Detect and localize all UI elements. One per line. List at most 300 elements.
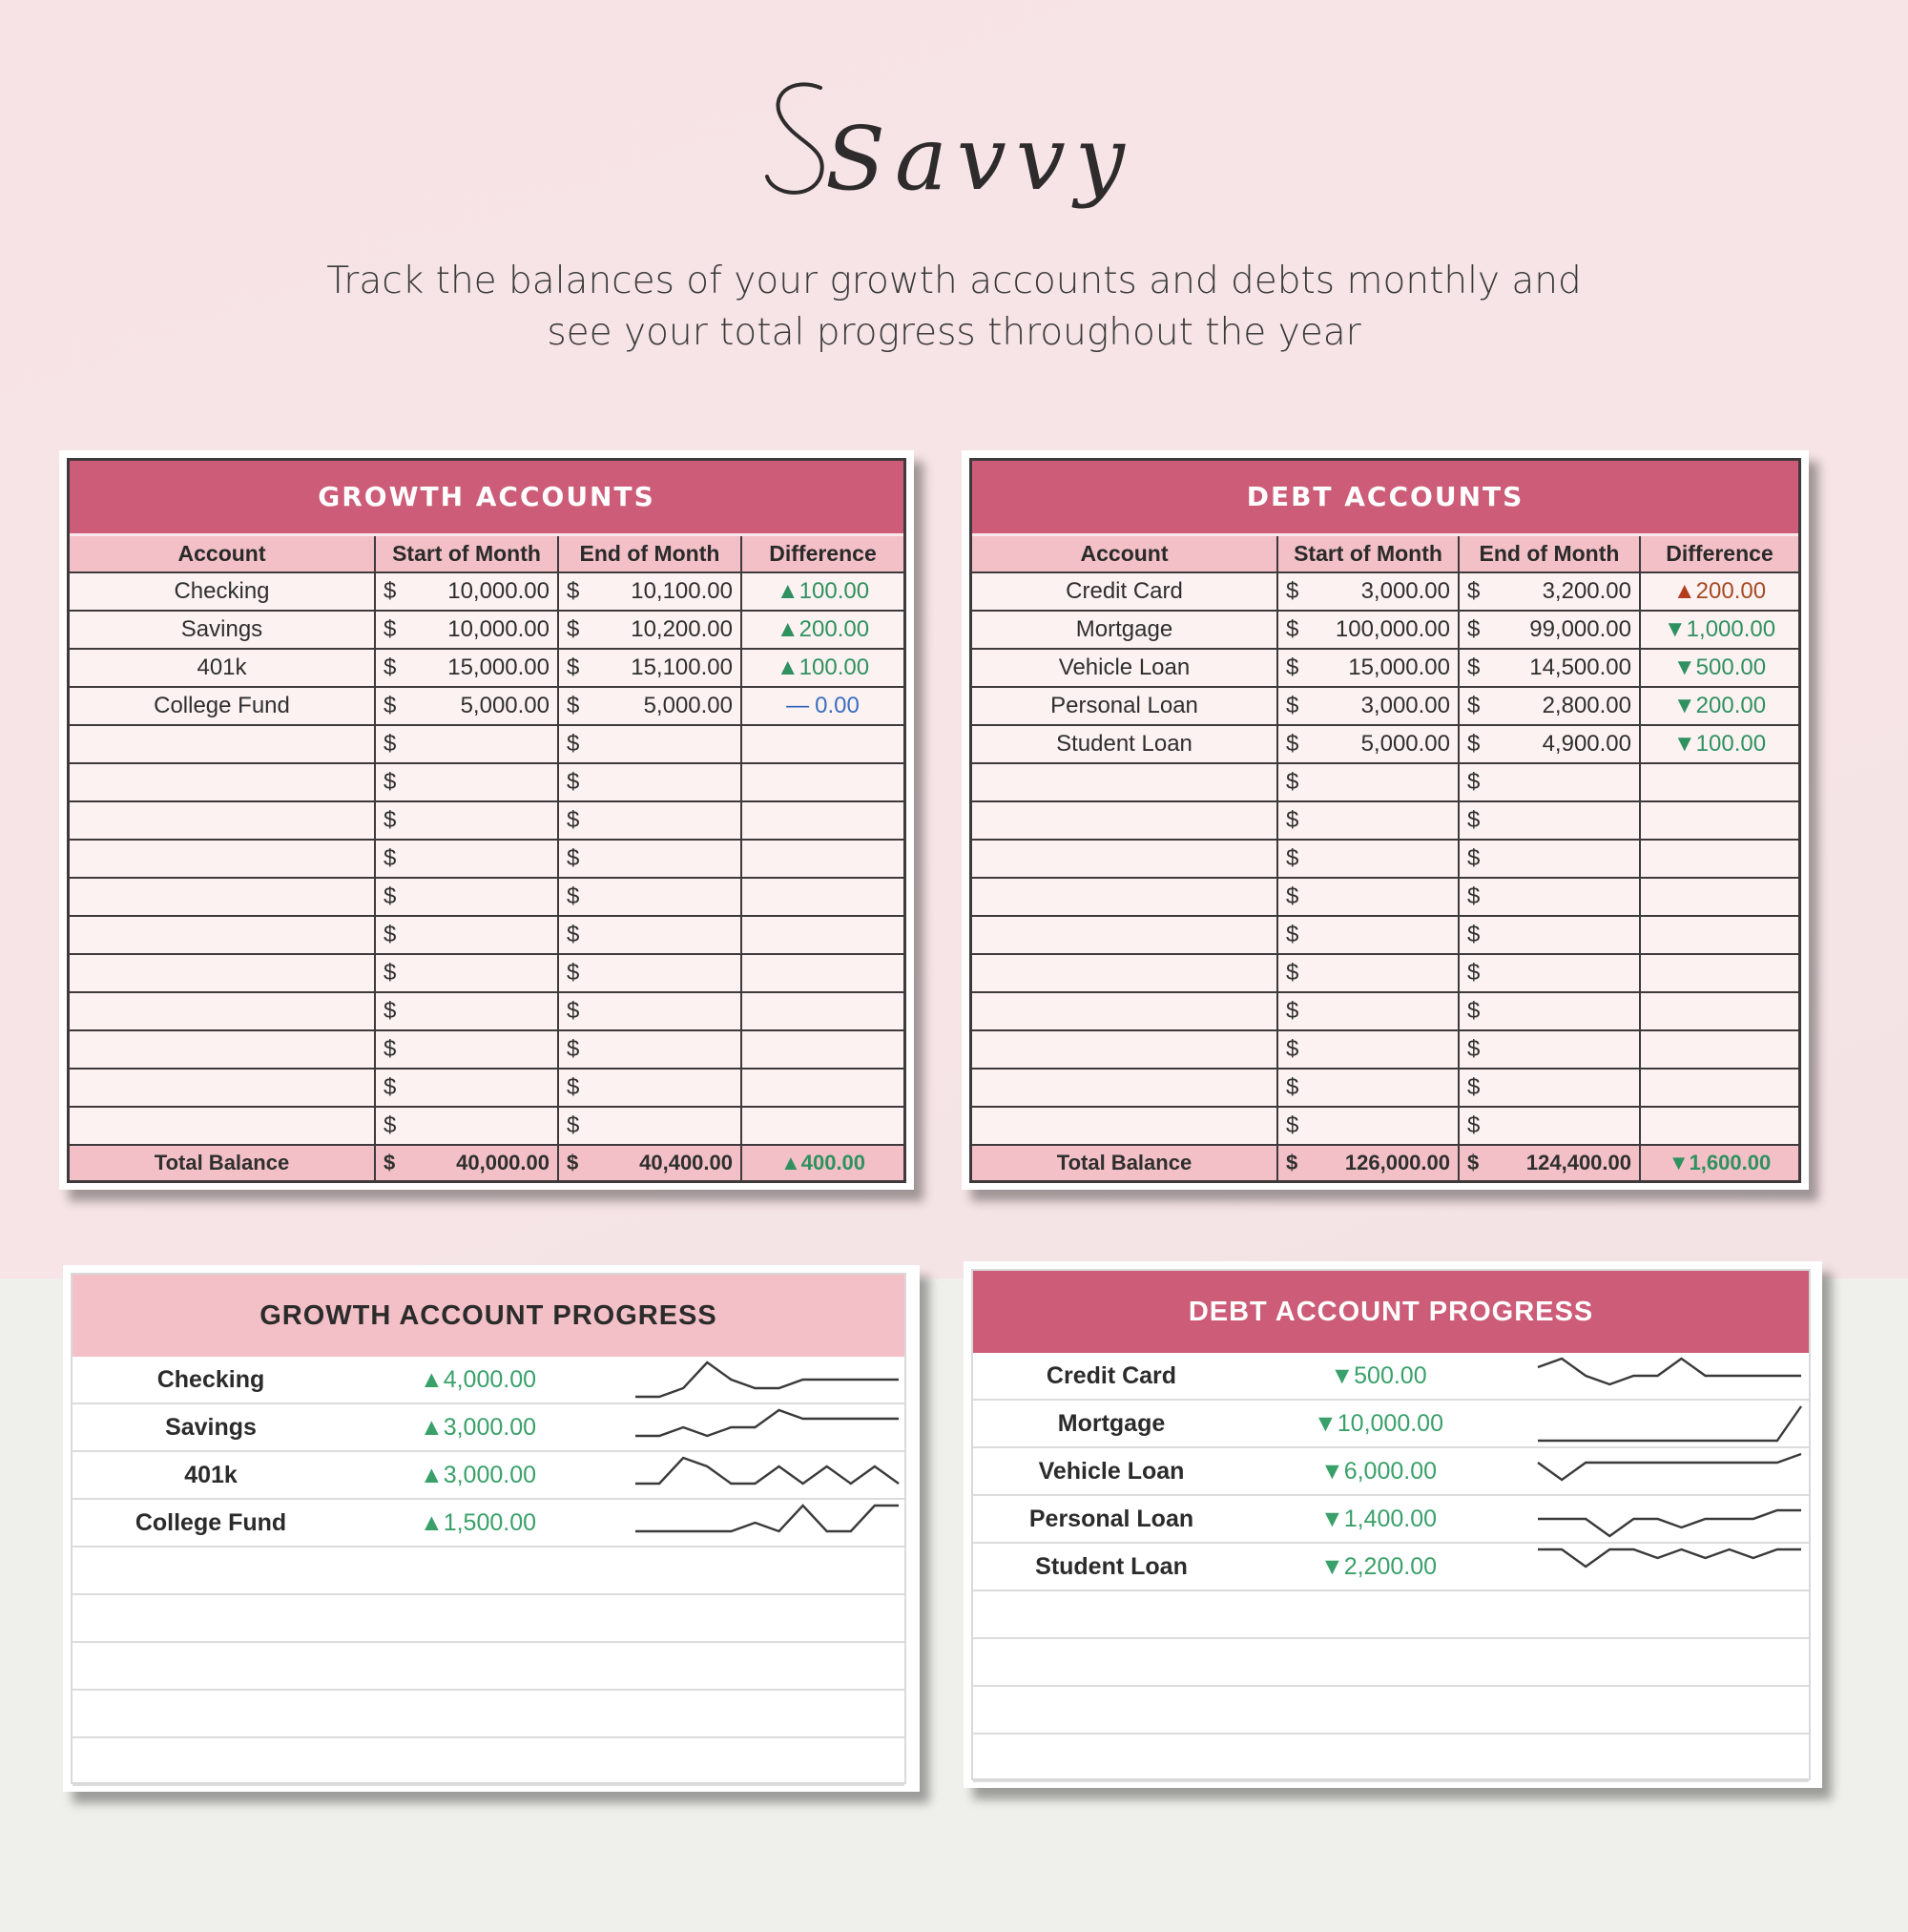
progress-account-name: Savings: [165, 1414, 257, 1441]
end-amount: 4,900.00: [1542, 731, 1631, 757]
sparkline-line: [635, 1362, 899, 1397]
currency-symbol: $: [1467, 731, 1481, 757]
progress-account-name: Credit Card: [1046, 1362, 1177, 1389]
end-cell[interactable]: [558, 1030, 741, 1069]
page-subtitle: [238, 256, 1670, 359]
empty-row: [972, 1107, 1798, 1145]
triangle-down-icon: ▼: [1319, 1553, 1344, 1580]
difference-cell[interactable]: [741, 801, 903, 840]
currency-symbol: $: [384, 616, 397, 642]
table-row: [70, 649, 903, 687]
account-cell[interactable]: [70, 725, 375, 763]
debt-progress-sheet: [964, 1261, 1822, 1788]
difference-cell[interactable]: [1640, 1069, 1798, 1107]
progress-amount: 2,200.00: [1343, 1553, 1438, 1580]
end-cell[interactable]: [558, 1069, 741, 1107]
progress-value: [349, 1404, 607, 1450]
total-start-amount: 126,000.00: [1344, 1151, 1450, 1174]
sparkline-chart: [1536, 1546, 1803, 1588]
currency-symbol: $: [384, 960, 397, 986]
start-amount: 15,000.00: [447, 654, 550, 680]
triangle-down-icon: ▼: [1319, 1458, 1344, 1485]
difference-value: 100.00: [798, 578, 870, 604]
difference-cell[interactable]: [1640, 916, 1798, 954]
currency-symbol: $: [1467, 845, 1481, 871]
account-cell[interactable]: [972, 1030, 1277, 1069]
account-cell[interactable]: [972, 801, 1277, 840]
triangle-up-icon: ▲: [419, 1509, 444, 1536]
end-cell[interactable]: [558, 1107, 741, 1145]
progress-row: [73, 1357, 904, 1404]
start-cell[interactable]: [375, 1030, 558, 1069]
difference-cell[interactable]: [1640, 954, 1798, 992]
progress-value: [1250, 1544, 1507, 1589]
account-name: College Fund: [154, 693, 290, 718]
start-amount: 3,000.00: [1360, 693, 1450, 718]
progress-row: [973, 1448, 1809, 1496]
debt-accounts-rows: [972, 572, 1798, 1180]
start-amount: 5,000.00: [460, 693, 550, 718]
progress-amount: 10,000.00: [1337, 1410, 1443, 1437]
start-amount: 100,000.00: [1335, 616, 1450, 642]
difference-cell[interactable]: [741, 840, 903, 878]
currency-symbol: $: [567, 1074, 580, 1100]
difference-cell[interactable]: [741, 1030, 903, 1069]
progress-row: [973, 1496, 1809, 1544]
end-cell[interactable]: [558, 801, 741, 840]
table-row: [972, 572, 1798, 611]
currency-symbol: $: [1286, 998, 1299, 1024]
end-cell[interactable]: [1459, 611, 1640, 649]
dash-icon: —: [786, 693, 810, 718]
account-cell[interactable]: [70, 1030, 375, 1069]
difference-value: 100.00: [1695, 731, 1767, 757]
empty-row: [70, 1030, 903, 1069]
empty-progress-row: [973, 1639, 1809, 1687]
progress-value: [349, 1357, 607, 1402]
difference-cell[interactable]: [741, 878, 903, 916]
progress-row: [973, 1353, 1809, 1401]
empty-progress-row: [73, 1643, 904, 1691]
account-name: Vehicle Loan: [1058, 654, 1191, 680]
account-cell[interactable]: [972, 992, 1277, 1030]
account-name: Credit Card: [1066, 578, 1183, 604]
total-start-cell[interactable]: [375, 1145, 558, 1180]
currency-symbol: $: [567, 883, 580, 909]
empty-progress-row: [73, 1548, 904, 1595]
progress-account-name: College Fund: [135, 1509, 287, 1536]
difference-cell[interactable]: [741, 992, 903, 1030]
end-amount: 10,200.00: [631, 616, 733, 642]
triangle-down-icon: ▼: [1672, 731, 1696, 757]
start-cell[interactable]: [375, 801, 558, 840]
sparkline-line: [1538, 1510, 1801, 1536]
currency-symbol: $: [1467, 1074, 1481, 1100]
account-cell[interactable]: [972, 1107, 1277, 1145]
triangle-up-icon: ▲: [776, 654, 799, 680]
currency-symbol: $: [384, 807, 397, 833]
account-name: 401k: [197, 654, 247, 680]
currency-symbol: $: [567, 1036, 580, 1062]
account-cell[interactable]: [972, 1069, 1277, 1107]
empty-row: [70, 801, 903, 840]
end-amount: 99,000.00: [1529, 616, 1631, 642]
account-cell[interactable]: [972, 763, 1277, 801]
currency-symbol: $: [1286, 883, 1299, 909]
start-cell[interactable]: [375, 954, 558, 992]
start-cell[interactable]: [375, 916, 558, 954]
progress-amount: 1,400.00: [1343, 1506, 1438, 1532]
start-cell[interactable]: [375, 1107, 558, 1145]
end-cell[interactable]: [1459, 725, 1640, 763]
currency-symbol: $: [1467, 616, 1481, 642]
total-label-cell: [70, 1145, 375, 1180]
progress-row: [73, 1452, 904, 1500]
end-cell[interactable]: [558, 992, 741, 1030]
start-cell[interactable]: [375, 649, 558, 687]
currency-symbol: $: [1467, 998, 1481, 1024]
currency-symbol: $: [1286, 1112, 1299, 1138]
currency-symbol: $: [384, 1151, 396, 1174]
end-cell[interactable]: [1459, 954, 1640, 992]
end-cell[interactable]: [1459, 840, 1640, 878]
currency-symbol: $: [384, 693, 397, 718]
progress-amount: 1,500.00: [443, 1509, 537, 1536]
sparkline-chart: [1536, 1498, 1803, 1540]
account-name: Mortgage: [1075, 616, 1173, 642]
total-end-cell[interactable]: [1459, 1145, 1640, 1180]
currency-symbol: $: [384, 922, 397, 947]
account-cell[interactable]: [70, 878, 375, 916]
account-cell[interactable]: [70, 687, 375, 725]
start-cell[interactable]: [1277, 1030, 1459, 1069]
triangle-down-icon: ▼: [1668, 1151, 1690, 1174]
account-cell[interactable]: [70, 1107, 375, 1145]
end-cell[interactable]: [558, 649, 741, 687]
start-cell[interactable]: [1277, 1107, 1459, 1145]
start-cell[interactable]: [375, 725, 558, 763]
column-header-end: End of Month: [1459, 536, 1640, 572]
end-amount: 10,100.00: [631, 578, 733, 604]
start-cell[interactable]: [375, 572, 558, 611]
end-cell[interactable]: [558, 611, 741, 649]
end-cell[interactable]: [1459, 801, 1640, 840]
start-cell[interactable]: [1277, 954, 1459, 992]
currency-symbol: $: [567, 1151, 579, 1174]
progress-account-name: Student Loan: [1035, 1553, 1188, 1580]
start-cell[interactable]: [1277, 840, 1459, 878]
start-cell[interactable]: [1277, 725, 1459, 763]
empty-row: [70, 1069, 903, 1107]
difference-cell[interactable]: [1640, 878, 1798, 916]
account-cell[interactable]: [70, 916, 375, 954]
growth-accounts-rows: [70, 572, 903, 1180]
end-cell[interactable]: [1459, 649, 1640, 687]
currency-symbol: $: [1467, 578, 1481, 604]
currency-symbol: $: [567, 845, 580, 871]
account-cell[interactable]: [972, 916, 1277, 954]
triangle-up-icon: ▲: [776, 578, 799, 604]
account-cell[interactable]: [70, 801, 375, 840]
difference-cell[interactable]: [741, 611, 903, 649]
triangle-down-icon: ▼: [1319, 1506, 1344, 1532]
empty-row: [972, 801, 1798, 840]
table-row: [972, 611, 1798, 649]
progress-amount: 500.00: [1354, 1362, 1427, 1389]
total-difference-value: 1,600.00: [1689, 1151, 1772, 1174]
currency-symbol: $: [567, 922, 580, 947]
currency-symbol: $: [1286, 578, 1299, 604]
start-cell[interactable]: [375, 687, 558, 725]
currency-symbol: $: [567, 654, 580, 680]
column-header-account: Account: [70, 536, 375, 572]
account-cell[interactable]: [972, 840, 1277, 878]
account-cell[interactable]: [70, 1069, 375, 1107]
empty-progress-row: [973, 1591, 1809, 1639]
total-end-amount: 124,400.00: [1525, 1151, 1631, 1174]
end-amount: 5,000.00: [643, 693, 733, 718]
progress-row: [73, 1500, 904, 1548]
end-cell[interactable]: [1459, 763, 1640, 801]
total-start-cell[interactable]: [1277, 1145, 1459, 1180]
start-amount: 3,000.00: [1360, 578, 1450, 604]
account-cell[interactable]: [972, 611, 1277, 649]
end-cell[interactable]: [558, 687, 741, 725]
empty-row: [70, 725, 903, 763]
end-cell[interactable]: [1459, 878, 1640, 916]
end-cell[interactable]: [1459, 992, 1640, 1030]
sparkline-line: [1538, 1406, 1801, 1441]
sparkline-chart: [633, 1502, 901, 1544]
progress-row: [973, 1401, 1809, 1448]
end-amount: 14,500.00: [1529, 654, 1631, 680]
currency-symbol: $: [1467, 1112, 1481, 1138]
empty-row: [972, 763, 1798, 801]
start-cell[interactable]: [375, 611, 558, 649]
difference-cell[interactable]: [741, 572, 903, 611]
column-header-account: Account: [972, 536, 1277, 572]
triangle-up-icon: ▲: [779, 1151, 801, 1174]
end-amount: 3,200.00: [1542, 578, 1631, 604]
start-cell[interactable]: [1277, 1069, 1459, 1107]
start-cell[interactable]: [1277, 878, 1459, 916]
column-header-difference: Difference: [1640, 536, 1798, 572]
table-row: [972, 725, 1798, 763]
difference-cell[interactable]: [1640, 649, 1798, 687]
empty-row: [972, 1069, 1798, 1107]
start-cell[interactable]: [1277, 992, 1459, 1030]
sparkline-line: [1538, 1549, 1801, 1567]
start-amount: 15,000.00: [1348, 654, 1450, 680]
start-cell[interactable]: [1277, 611, 1459, 649]
difference-cell[interactable]: [1640, 725, 1798, 763]
currency-symbol: $: [567, 998, 580, 1024]
account-cell[interactable]: [70, 992, 375, 1030]
sparkline-line: [635, 1506, 899, 1531]
progress-row: [73, 1404, 904, 1452]
start-cell[interactable]: [1277, 916, 1459, 954]
difference-cell[interactable]: [1640, 687, 1798, 725]
end-cell[interactable]: [558, 840, 741, 878]
currency-symbol: $: [384, 654, 397, 680]
currency-symbol: $: [567, 731, 580, 757]
progress-row: [973, 1544, 1809, 1591]
currency-symbol: $: [384, 578, 397, 604]
sparkline-line: [635, 1410, 899, 1436]
currency-symbol: $: [1467, 960, 1481, 986]
difference-cell[interactable]: [741, 687, 903, 725]
start-cell[interactable]: [1277, 801, 1459, 840]
difference-cell[interactable]: [1640, 611, 1798, 649]
debt-accounts-title: DEBT ACCOUNTS: [972, 461, 1798, 536]
end-cell[interactable]: [1459, 916, 1640, 954]
start-cell[interactable]: [375, 992, 558, 1030]
total-label: Total Balance: [154, 1151, 290, 1174]
triangle-up-icon: ▲: [419, 1366, 444, 1393]
start-cell[interactable]: [375, 878, 558, 916]
progress-value: [1250, 1401, 1507, 1446]
difference-cell[interactable]: [1640, 840, 1798, 878]
empty-row: [972, 916, 1798, 954]
currency-symbol: $: [1286, 731, 1299, 757]
start-cell[interactable]: [375, 763, 558, 801]
currency-symbol: $: [384, 1036, 397, 1062]
progress-amount: 4,000.00: [443, 1366, 537, 1393]
end-cell[interactable]: [1459, 1030, 1640, 1069]
currency-symbol: $: [1467, 1151, 1480, 1174]
currency-symbol: $: [384, 1074, 397, 1100]
account-cell[interactable]: [70, 763, 375, 801]
difference-cell[interactable]: [741, 954, 903, 992]
end-cell[interactable]: [1459, 687, 1640, 725]
growth-accounts-title: GROWTH ACCOUNTS: [70, 461, 903, 536]
currency-symbol: $: [1286, 1036, 1299, 1062]
difference-value: 500.00: [1695, 654, 1767, 680]
start-cell[interactable]: [1277, 687, 1459, 725]
progress-value: [1250, 1353, 1507, 1399]
difference-value: 200.00: [798, 616, 870, 642]
growth-progress-title: GROWTH ACCOUNT PROGRESS: [73, 1275, 904, 1357]
difference-value: 1,000.00: [1686, 616, 1776, 642]
savvy-logo: [754, 67, 1173, 239]
column-header-start: Start of Month: [375, 536, 558, 572]
table-row: [972, 687, 1798, 725]
difference-cell[interactable]: [1640, 1030, 1798, 1069]
subtitle-line-2: see your total progress throughout the year: [547, 311, 1361, 354]
total-label: Total Balance: [1056, 1151, 1192, 1174]
currency-symbol: $: [1286, 1074, 1299, 1100]
difference-cell[interactable]: [741, 725, 903, 763]
progress-account-name: Checking: [156, 1366, 265, 1393]
end-cell[interactable]: [558, 725, 741, 763]
logo-text: Savvy: [825, 108, 1134, 210]
sparkline-line: [1538, 1359, 1801, 1384]
currency-symbol: $: [567, 578, 580, 604]
start-cell[interactable]: [1277, 763, 1459, 801]
account-cell[interactable]: [70, 649, 375, 687]
currency-symbol: $: [384, 769, 397, 795]
account-cell[interactable]: [70, 572, 375, 611]
start-cell[interactable]: [375, 840, 558, 878]
start-cell[interactable]: [375, 1069, 558, 1107]
empty-row: [70, 878, 903, 916]
account-name: Student Loan: [1056, 731, 1192, 757]
difference-cell[interactable]: [741, 763, 903, 801]
total-end-amount: 40,400.00: [639, 1151, 733, 1174]
currency-symbol: $: [1286, 845, 1299, 871]
account-cell[interactable]: [70, 611, 375, 649]
progress-account-name: 401k: [184, 1462, 238, 1488]
start-cell[interactable]: [1277, 649, 1459, 687]
end-amount: 15,100.00: [631, 654, 733, 680]
debt-progress-rows: [973, 1353, 1809, 1782]
difference-cell[interactable]: [741, 1107, 903, 1145]
start-cell[interactable]: [1277, 572, 1459, 611]
account-cell[interactable]: [972, 649, 1277, 687]
end-cell[interactable]: [558, 572, 741, 611]
empty-row: [70, 840, 903, 878]
currency-symbol: $: [1286, 769, 1299, 795]
start-amount: 5,000.00: [1360, 731, 1450, 757]
difference-cell[interactable]: [741, 916, 903, 954]
difference-cell[interactable]: [741, 1069, 903, 1107]
difference-value: 200.00: [1695, 693, 1767, 718]
empty-progress-row: [973, 1735, 1809, 1782]
currency-symbol: $: [567, 616, 580, 642]
start-amount: 10,000.00: [447, 616, 550, 642]
account-cell[interactable]: [972, 878, 1277, 916]
account-cell[interactable]: [972, 572, 1277, 611]
account-cell[interactable]: [70, 954, 375, 992]
triangle-up-icon: ▲: [419, 1414, 444, 1441]
difference-cell[interactable]: [1640, 992, 1798, 1030]
growth-accounts-table: [70, 536, 903, 1180]
table-row: [70, 687, 903, 725]
end-cell[interactable]: [1459, 572, 1640, 611]
account-cell[interactable]: [70, 840, 375, 878]
difference-cell[interactable]: [1640, 763, 1798, 801]
end-cell[interactable]: [1459, 1107, 1640, 1145]
currency-symbol: $: [1467, 654, 1481, 680]
empty-row: [972, 878, 1798, 916]
sparkline-chart: [633, 1406, 901, 1448]
total-end-cell[interactable]: [558, 1145, 741, 1180]
account-cell[interactable]: [972, 687, 1277, 725]
triangle-down-icon: ▼: [1330, 1362, 1355, 1389]
difference-value: 100.00: [798, 654, 870, 680]
currency-symbol: $: [1286, 807, 1299, 833]
difference-cell[interactable]: [741, 649, 903, 687]
empty-row: [972, 1030, 1798, 1069]
currency-symbol: $: [567, 807, 580, 833]
currency-symbol: $: [1467, 922, 1481, 947]
difference-cell[interactable]: [1640, 801, 1798, 840]
account-cell[interactable]: [972, 725, 1277, 763]
end-cell[interactable]: [558, 916, 741, 954]
end-cell[interactable]: [558, 878, 741, 916]
empty-row: [70, 916, 903, 954]
difference-cell[interactable]: [1640, 572, 1798, 611]
currency-symbol: $: [1286, 922, 1299, 947]
account-cell[interactable]: [972, 954, 1277, 992]
end-cell[interactable]: [1459, 1069, 1640, 1107]
end-cell[interactable]: [558, 763, 741, 801]
progress-value: [349, 1500, 607, 1546]
growth-progress-sheet: [63, 1265, 920, 1792]
currency-symbol: $: [384, 883, 397, 909]
end-cell[interactable]: [558, 954, 741, 992]
difference-cell[interactable]: [1640, 1107, 1798, 1145]
